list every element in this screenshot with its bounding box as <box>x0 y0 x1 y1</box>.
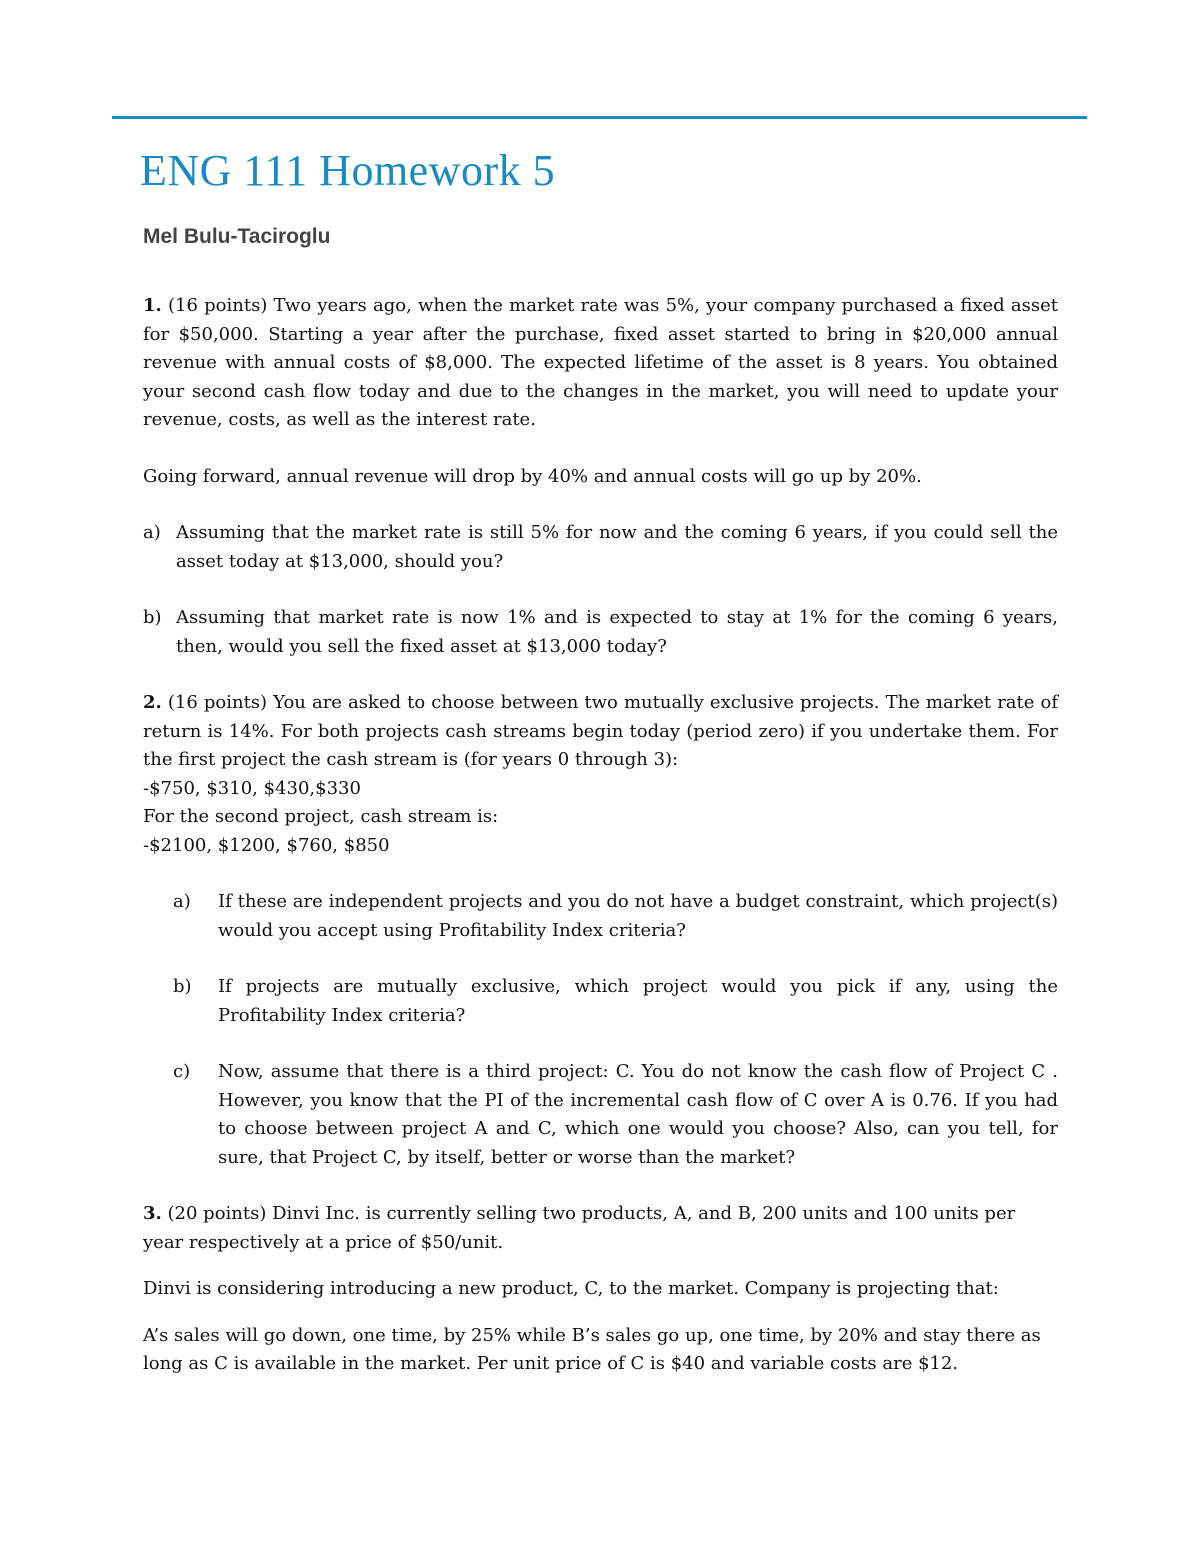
q1-a-text: Assuming that the market rate is still 5% for now and the coming 6 years, if you could sell the asset today at $13,000, should you? <box>176 522 1058 572</box>
q2-a-label: a) <box>173 891 191 912</box>
q1-forward: Going forward, annual revenue will drop by 40% and annual costs will go up by 20%. <box>143 465 922 487</box>
q1-part-a <box>143 519 1058 576</box>
q2-stream-1: -$750, $310, $430,$330 <box>143 777 361 799</box>
q3-paragraph-3: A’s sales will go down, one time, by 25% while B’s sales go up, one time, by 20% and stay there as long as C is available in the market. Per unit price of C is $40 and variable costs are $12. <box>143 1324 1041 1374</box>
q2-c-label: c) <box>173 1061 191 1082</box>
author-name: Mel Bulu-Taciroglu <box>143 225 331 248</box>
q2-second-intro: For the second project, cash stream is: <box>143 806 499 827</box>
q1-number: 1. <box>143 295 162 316</box>
q1-b-text: Assuming that market rate is now 1% and is expected to stay at 1% for the coming 6 years, then, would you sell the fixed asset at $13,000 today? <box>176 607 1058 657</box>
q2-part-b <box>143 973 1058 1030</box>
q2-number: 2. <box>143 692 162 713</box>
q1-a-label: a) <box>143 522 161 543</box>
q2-a-text: If these are independent projects and you do not have a budget constraint, which project(s) would you accept using Profitability Index criteria? <box>218 891 1058 941</box>
q1-intro-text: (16 points) Two years ago, when the market rate was 5%, your company purchased a fixed asset for $50,000. Starting a year after the purchase, fixed asset started to bring in $20,000 annual revenue with annual costs of $8,000. The expected lifetime of the asset is 8 years. You obtained your second cash flow today and due to the changes in the market, you will need to update your revenue, costs, as well as the interest rate. <box>143 295 1058 430</box>
q3-number: 3. <box>143 1203 162 1224</box>
q2-b-label: b) <box>173 976 192 997</box>
page-title: ENG 111 Homework 5 <box>140 146 556 195</box>
q2-intro <box>143 689 1058 775</box>
q1-b-label: b) <box>143 607 162 628</box>
q1-intro <box>143 292 1058 435</box>
q2-part-a <box>143 888 1058 945</box>
question-1 <box>143 292 1058 661</box>
question-2 <box>143 689 1058 1172</box>
q2-part-c <box>143 1058 1058 1172</box>
q3-intro <box>143 1200 1058 1257</box>
q1-part-b <box>143 604 1058 661</box>
question-3 <box>143 1200 1058 1379</box>
document-body <box>143 292 1058 1379</box>
q3-paragraph-2: Dinvi is considering introducing a new product, C, to the market. Company is projecting that: <box>143 1278 999 1299</box>
q2-b-text: If projects are mutually exclusive, which project would you pick if any, using the Profitability Index criteria? <box>218 976 1058 1026</box>
header-rule <box>112 116 1087 119</box>
q2-stream-2: -$2100, $1200, $760, $850 <box>143 834 390 856</box>
q3-intro-text: (20 points) Dinvi Inc. is currently selling two products, A, and B, 200 units and 100 units per year respectively at a price of $50/unit. <box>143 1203 1016 1253</box>
q2-intro-text: (16 points) You are asked to choose between two mutually exclusive projects. The market rate of return is 14%. For both projects cash streams begin today (period zero) if you undertake them. For the first project the cash stream is (for years 0 through 3): <box>143 692 1058 770</box>
q2-c-text: Now, assume that there is a third project: C. You do not know the cash flow of Project C . However, you know that the PI of the incremental cash flow of C over A is 0.76. If you had to choose between project A and C, which one would you choose? Also, can you tell, for sure, that Project C, by itself, better or worse than the market? <box>218 1061 1058 1168</box>
